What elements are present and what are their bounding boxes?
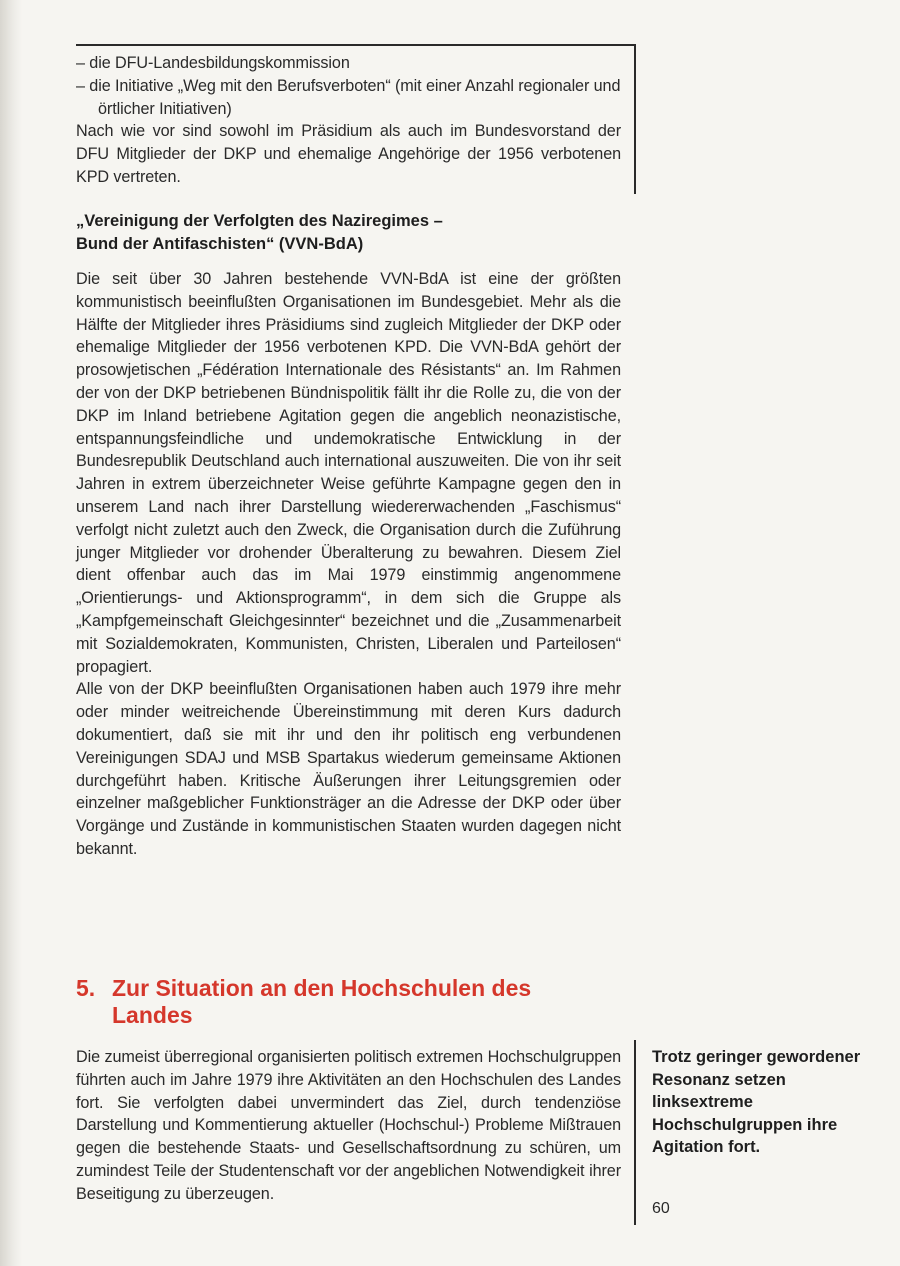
chapter-body [76, 1046, 621, 1206]
margin-rule-bottom [634, 1040, 636, 1225]
body-paragraph: Nach wie vor sind sowohl im Präsidium als auch im Bundesvorstand der DFU Mitglieder der DKP und ehemalige Angehörige der 1956 verbotenen KPD vertreten. [76, 122, 621, 186]
chapter-heading [76, 975, 621, 1029]
body-paragraph: Die seit über 30 Jahren bestehende VVN-BdA ist eine der größten kommunistisch beeinflußten Organisationen im Bundesgebiet. Mehr als die Hälfte der Mitglieder ihres Präsidiums sind zugleich Mitglieder der DKP oder ehemalige Mitglieder der 1956 verbotenen KPD. Die VVN-BdA gehört der prosowjetischen „Fédération Internationale des Résistants“ an. Im Rahmen der von der DKP betriebenen Bündnispolitik fällt ihr die Rolle zu, die von der DKP im Inland betriebene Agitation gegen die angeblich neonazistische, entspannungsfeindliche und undemokratische Entwicklung in der Bundesrepublik Deutschland auch international auszuweiten. Die von ihr seit Jahren in extrem überzeichneter Weise geführte Kampagne gegen den in unserem Land nach ihrer Darstellung wiedererwachenden „Faschismus“ verfolgt nicht zuletzt auch den Zweck, die Organisation durch die Zuführung junger Mitglieder vor drohender Überalterung zu bewahren. Diesem Ziel dient offenbar auch das im Mai 1979 einstimmig angenommene „Orientierungs- und Aktionsprogramm“, in dem sich die Gruppe als „Kampfgemeinschaft Gleichgesinnter“ bezeichnet und die „Zusammenarbeit mit Sozialdemokraten, Kommunisten, Christen, Liberalen und Parteilosen“ propagiert. [76, 270, 621, 676]
page-number: 60 [652, 1200, 670, 1217]
top-rule [76, 44, 636, 46]
margin-note: Trotz geringer gewordener Resonanz setzen linksextreme Hochschulgruppen ihre Agitation fort. [652, 1048, 861, 1156]
body-paragraph: Alle von der DKP beeinflußten Organisationen haben auch 1979 ihre mehr oder minder weitreichende Übereinstimmung mit deren Kurs dadurch dokumentiert, daß sie mit ihr und den ihr politisch eng verbundenen Vereinigungen SDAJ und MSB Spartakus wiederum gemeinsame Aktionen durchgeführt haben. Kritische Äußerungen ihrer Leitungsgremien oder einzelner maßgeblicher Funktionsträger an die Adresse der DKP oder über Vorgänge und Zustände in kommunistischen Staaten wurden dagegen nicht bekannt. [76, 680, 621, 858]
section-heading-line: „Vereinigung der Verfolgten des Naziregimes – [76, 212, 443, 230]
page-binding-shadow [0, 0, 22, 1266]
chapter-title-line: Zur Situation an den Hochschulen des [112, 975, 532, 1001]
margin-rule-top [634, 44, 636, 194]
section-heading [76, 210, 621, 255]
list-item: – die DFU-Landesbildungskommission [76, 54, 350, 72]
top-section [76, 52, 621, 189]
body-paragraph: Die zumeist überregional organisierten politisch extremen Hochschulgruppen führten auch im Jahre 1979 ihre Aktivitäten an den Hochschulen des Landes fort. Sie verfolgten dabei unvermindert das Ziel, durch tendenziöse Darstellung und Kommentierung aktueller (Hochschul-) Probleme Mißtrauen gegen die bestehende Staats- und Gesellschaftsordnung zu schüren, um zumindest Teile der Studentenschaft vor der angeblichen Notwendigkeit ihrer Beseitigung zu überzeugen. [76, 1048, 621, 1203]
vvn-section-body [76, 268, 621, 861]
chapter-number: 5. [76, 975, 96, 1001]
chapter-title-line: Landes [112, 1002, 193, 1028]
list-item: – die Initiative „Weg mit den Berufsverboten“ (mit einer Anzahl regionaler und örtlicher Initiativen) [76, 76, 621, 118]
section-heading-line: Bund der Antifaschisten“ (VVN-BdA) [76, 234, 364, 253]
